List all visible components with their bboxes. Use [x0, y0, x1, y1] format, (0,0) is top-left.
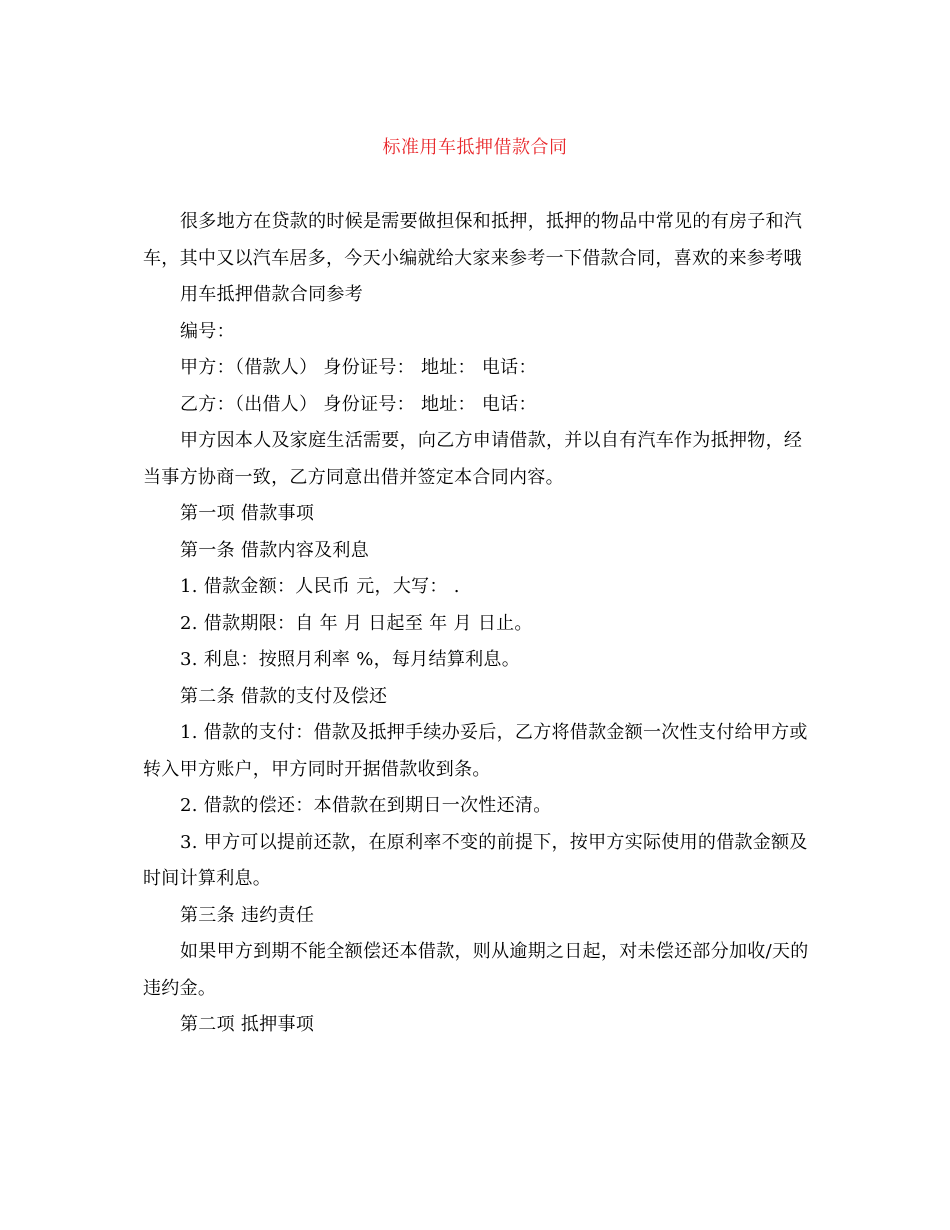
paragraph-contract-reference: 用车抵押借款合同参考 [180, 284, 363, 305]
article-heading-1: 第一条 借款内容及利息 [180, 539, 370, 561]
clause-payment: 1. 借款的支付：借款及抵押手续办妥后，乙方将借款金额一次性支付给甲方或转入甲方账户，甲方同时开据借款收到条。 [143, 722, 808, 780]
document-body [143, 204, 809, 1044]
section-heading-mortgage: 第二项 抵押事项 [180, 1014, 315, 1035]
clause-loan-term: 2. 借款期限：自 年 月 日起至 年 月 日止。 [180, 612, 533, 634]
article-heading-2: 第二条 借款的支付及偿还 [180, 685, 388, 707]
paragraph-intro: 很多地方在贷款的时候是需要做担保和抵押，抵押的物品中常见的有房子和汽车，其中又以汽车居多，今天小编就给大家来参考一下借款合同，喜欢的来参考哦 [143, 211, 803, 269]
paragraph-purpose: 甲方因本人及家庭生活需要，向乙方申请借款，并以自有汽车作为抵押物，经当事方协商一致，乙方同意出借并签定本合同内容。 [143, 430, 803, 488]
clause-early-repayment: 3. 甲方可以提前还款，在原利率不变的前提下，按甲方实际使用的借款金额及时间计算利息。 [143, 831, 808, 889]
clause-loan-amount: 1. 借款金额：人民币 元，大写： . [180, 576, 460, 597]
paragraph-party-b: 乙方：（出借人） 身份证号： 地址： 电话： [180, 393, 537, 415]
paragraph-number: 编号： [180, 320, 235, 342]
section-heading-loan: 第一项 借款事项 [180, 503, 315, 524]
clause-interest: 3. 利息：按照月利率 %，每月结算利息。 [180, 649, 521, 670]
article-heading-3: 第三条 违约责任 [180, 904, 315, 926]
clause-default: 如果甲方到期不能全额偿还本借款，则从逾期之日起，对未偿还部分加收/天的违约金。 [143, 941, 809, 999]
paragraph-party-a: 甲方：（借款人） 身份证号： 地址： 电话： [180, 357, 537, 378]
clause-repayment: 2. 借款的偿还：本借款在到期日一次性还清。 [180, 795, 552, 816]
document-title: 标准用车抵押借款合同 [382, 137, 568, 158]
